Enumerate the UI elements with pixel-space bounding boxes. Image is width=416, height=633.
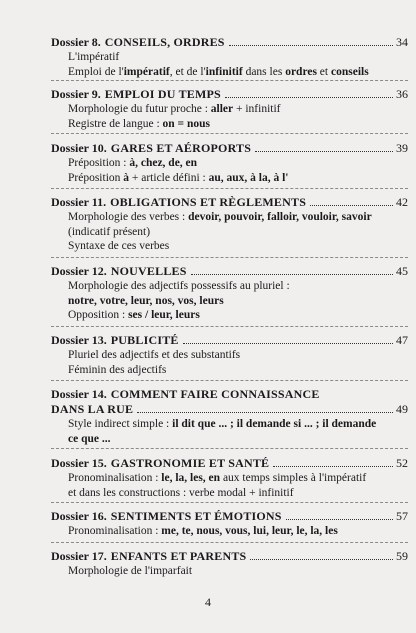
topic-line [68, 210, 408, 225]
dossier-page-number: 42 [396, 195, 408, 209]
dossier-heading [51, 456, 408, 471]
dossier-label: Dossier 9. [51, 87, 101, 101]
leader-dots [255, 151, 393, 152]
separator [51, 542, 408, 543]
dossier-14 [51, 387, 408, 446]
topic-line [68, 171, 408, 186]
dossier-topics [51, 348, 408, 377]
dossier-10 [51, 141, 408, 185]
topic-text: Morphologie de l'imparfait [68, 565, 193, 577]
separator [51, 502, 408, 503]
topic-keyword: ordres [285, 65, 317, 78]
dossier-title: OBLIGATIONS ET RÈGLEMENTS [110, 195, 307, 209]
topic-line [68, 471, 408, 486]
leader-dots [286, 519, 393, 520]
dossier-label: Dossier 15. [51, 456, 107, 470]
dossier-heading-continued [51, 402, 408, 417]
leader-dots [183, 343, 393, 344]
topic-keyword: aller [210, 103, 234, 115]
dossier-label: Dossier 12. [51, 264, 107, 278]
topic-keyword: ce que ... [68, 432, 111, 445]
dossier-topics [51, 417, 408, 446]
dossier-heading [51, 509, 408, 524]
dossier-heading [51, 87, 408, 102]
topic-text: Morphologie des verbes : [68, 211, 189, 223]
dossier-heading [51, 549, 408, 564]
dossier-heading [51, 141, 408, 156]
topic-text: Féminin des adjectifs [68, 363, 167, 376]
dossier-15 [51, 456, 408, 500]
dossier-title: NOUVELLES [110, 264, 187, 278]
dossier-page-number: 57 [396, 509, 408, 523]
separator [51, 188, 408, 189]
topic-keyword: au, aux, à la, à l' [208, 171, 289, 184]
page-number: 4 [205, 595, 211, 609]
dossier-13 [51, 333, 408, 377]
topic-keyword: impératif [123, 65, 170, 78]
dossier-title: EMPLOI DU TEMPS [104, 87, 221, 101]
dossier-title: PUBLICITÉ [110, 333, 179, 347]
topic-text: (indicatif présent) [68, 225, 151, 238]
dossier-label: Dossier 8. [51, 35, 101, 49]
dossier-topics [51, 279, 408, 323]
dossier-heading [51, 387, 408, 402]
topic-keyword: me, te, nous, vous, lui, leur, le, la, les [161, 525, 338, 537]
topic-line [68, 486, 408, 501]
topic-line [68, 225, 408, 240]
topic-text: + infinitif [233, 103, 281, 115]
topic-keyword: il dit que ... ; il demande si ... ; il demande [172, 418, 377, 430]
dossier-topics [51, 210, 408, 254]
dossier-page-number: 45 [396, 264, 408, 278]
topic-line [68, 239, 408, 254]
topic-text: Registre de langue : [68, 117, 163, 130]
topic-line [68, 524, 408, 539]
topic-keyword: conseils [330, 65, 369, 78]
dossier-label: Dossier 10. [51, 141, 107, 155]
separator [51, 448, 408, 449]
dossier-page-number: 39 [396, 141, 408, 155]
dossier-page-number: 59 [396, 549, 408, 563]
topic-text: Syntaxe de ces verbes [68, 240, 170, 253]
dossier-page-number: 36 [396, 87, 408, 101]
topic-keyword: ses / leur, leurs [128, 309, 200, 322]
separator [51, 326, 408, 327]
topic-line [68, 102, 408, 117]
topic-line [68, 363, 408, 378]
leader-dots [273, 466, 393, 467]
topic-line [68, 308, 408, 323]
separator [51, 133, 408, 134]
topic-keyword: le, la, les, en [161, 472, 221, 484]
topic-keyword: devoir, pouvoir, falloir, vouloir, savoir [188, 211, 372, 223]
topic-line [68, 279, 408, 294]
topic-text: aux temps simples à l'impératif [220, 472, 367, 484]
dossier-topics [51, 50, 408, 79]
dossier-12 [51, 264, 408, 323]
topic-text: + article défini : [129, 171, 209, 184]
topic-line [68, 294, 408, 309]
topic-keyword: à, chez, de, en [129, 157, 198, 169]
leader-dots [229, 45, 393, 46]
dossier-page-number: 52 [396, 456, 408, 470]
dossier-topics [51, 102, 408, 131]
dossier-topics [51, 471, 408, 500]
topic-text: Préposition : [68, 157, 130, 169]
dossier-label: Dossier 11. [51, 195, 107, 209]
dossier-9 [51, 87, 408, 131]
separator [51, 257, 408, 258]
topic-text: et [316, 65, 331, 78]
topic-text: et dans les constructions : verbe modal + infinitif [68, 486, 294, 499]
topic-text: Pronominalisation : [68, 525, 162, 537]
dossier-8 [51, 35, 408, 79]
dossier-label: Dossier 17. [51, 549, 107, 563]
topic-line [68, 156, 408, 171]
topic-text: , et de l' [169, 65, 206, 78]
leader-dots [191, 274, 393, 275]
dossier-11 [51, 195, 408, 254]
topic-text: Pluriel des adjectifs et des substantifs [68, 349, 241, 361]
topic-line [68, 432, 408, 447]
dossier-label: Dossier 13. [51, 333, 107, 347]
leader-dots [250, 559, 393, 560]
leader-dots [137, 412, 393, 413]
dossier-title: SENTIMENTS ET ÉMOTIONS [110, 509, 282, 523]
topic-line [68, 564, 408, 579]
dossier-16 [51, 509, 408, 539]
separator [51, 80, 408, 81]
dossier-heading [51, 264, 408, 279]
dossier-page-number: 47 [396, 333, 408, 347]
topic-keyword: on = nous [162, 117, 210, 130]
dossier-heading [51, 333, 408, 348]
topic-line [68, 65, 408, 80]
topic-text: Morphologie du futur proche : [68, 103, 211, 115]
dossier-page-number: 34 [396, 35, 408, 49]
topic-text: Opposition : [68, 309, 129, 322]
topic-line [68, 117, 408, 132]
topic-text: Pronominalisation : [68, 472, 162, 484]
leader-dots [225, 97, 393, 98]
topic-text: Emploi de l' [68, 65, 124, 78]
dossier-page-number: 49 [396, 402, 408, 416]
separator [51, 380, 408, 381]
topic-keyword: à [123, 171, 130, 184]
dossier-title-continued: DANS LA RUE [51, 402, 134, 416]
topic-text: dans les [242, 65, 286, 78]
dossier-title: GARES ET AÉROPORTS [110, 141, 252, 155]
dossier-label: Dossier 16. [51, 509, 107, 523]
topic-text: Morphologie des adjectifs possessifs au pluriel : [68, 280, 290, 292]
dossier-title: ENFANTS ET PARENTS [110, 549, 247, 563]
topic-keyword: infinitif [205, 65, 243, 78]
topic-keyword: notre, votre, leur, nos, vos, leurs [68, 294, 224, 307]
dossier-heading [51, 195, 408, 210]
dossier-title: COMMENT FAIRE CONNAISSANCE [110, 387, 320, 401]
topic-text: Préposition [68, 171, 124, 184]
leader-dots [310, 205, 393, 206]
topic-line [68, 348, 408, 363]
topic-line [68, 417, 408, 432]
dossier-label: Dossier 14. [51, 387, 107, 401]
dossier-title: GASTRONOMIE ET SANTÉ [110, 456, 270, 470]
topic-text: Style indirect simple : [68, 418, 173, 430]
dossier-17 [51, 549, 408, 579]
topic-text: L'impératif [68, 51, 120, 63]
dossier-heading [51, 35, 408, 50]
dossier-title: CONSEILS, ORDRES [104, 35, 225, 49]
dossier-topics [51, 564, 408, 579]
dossier-topics [51, 156, 408, 185]
dossier-topics [51, 524, 408, 539]
topic-line [68, 50, 408, 65]
